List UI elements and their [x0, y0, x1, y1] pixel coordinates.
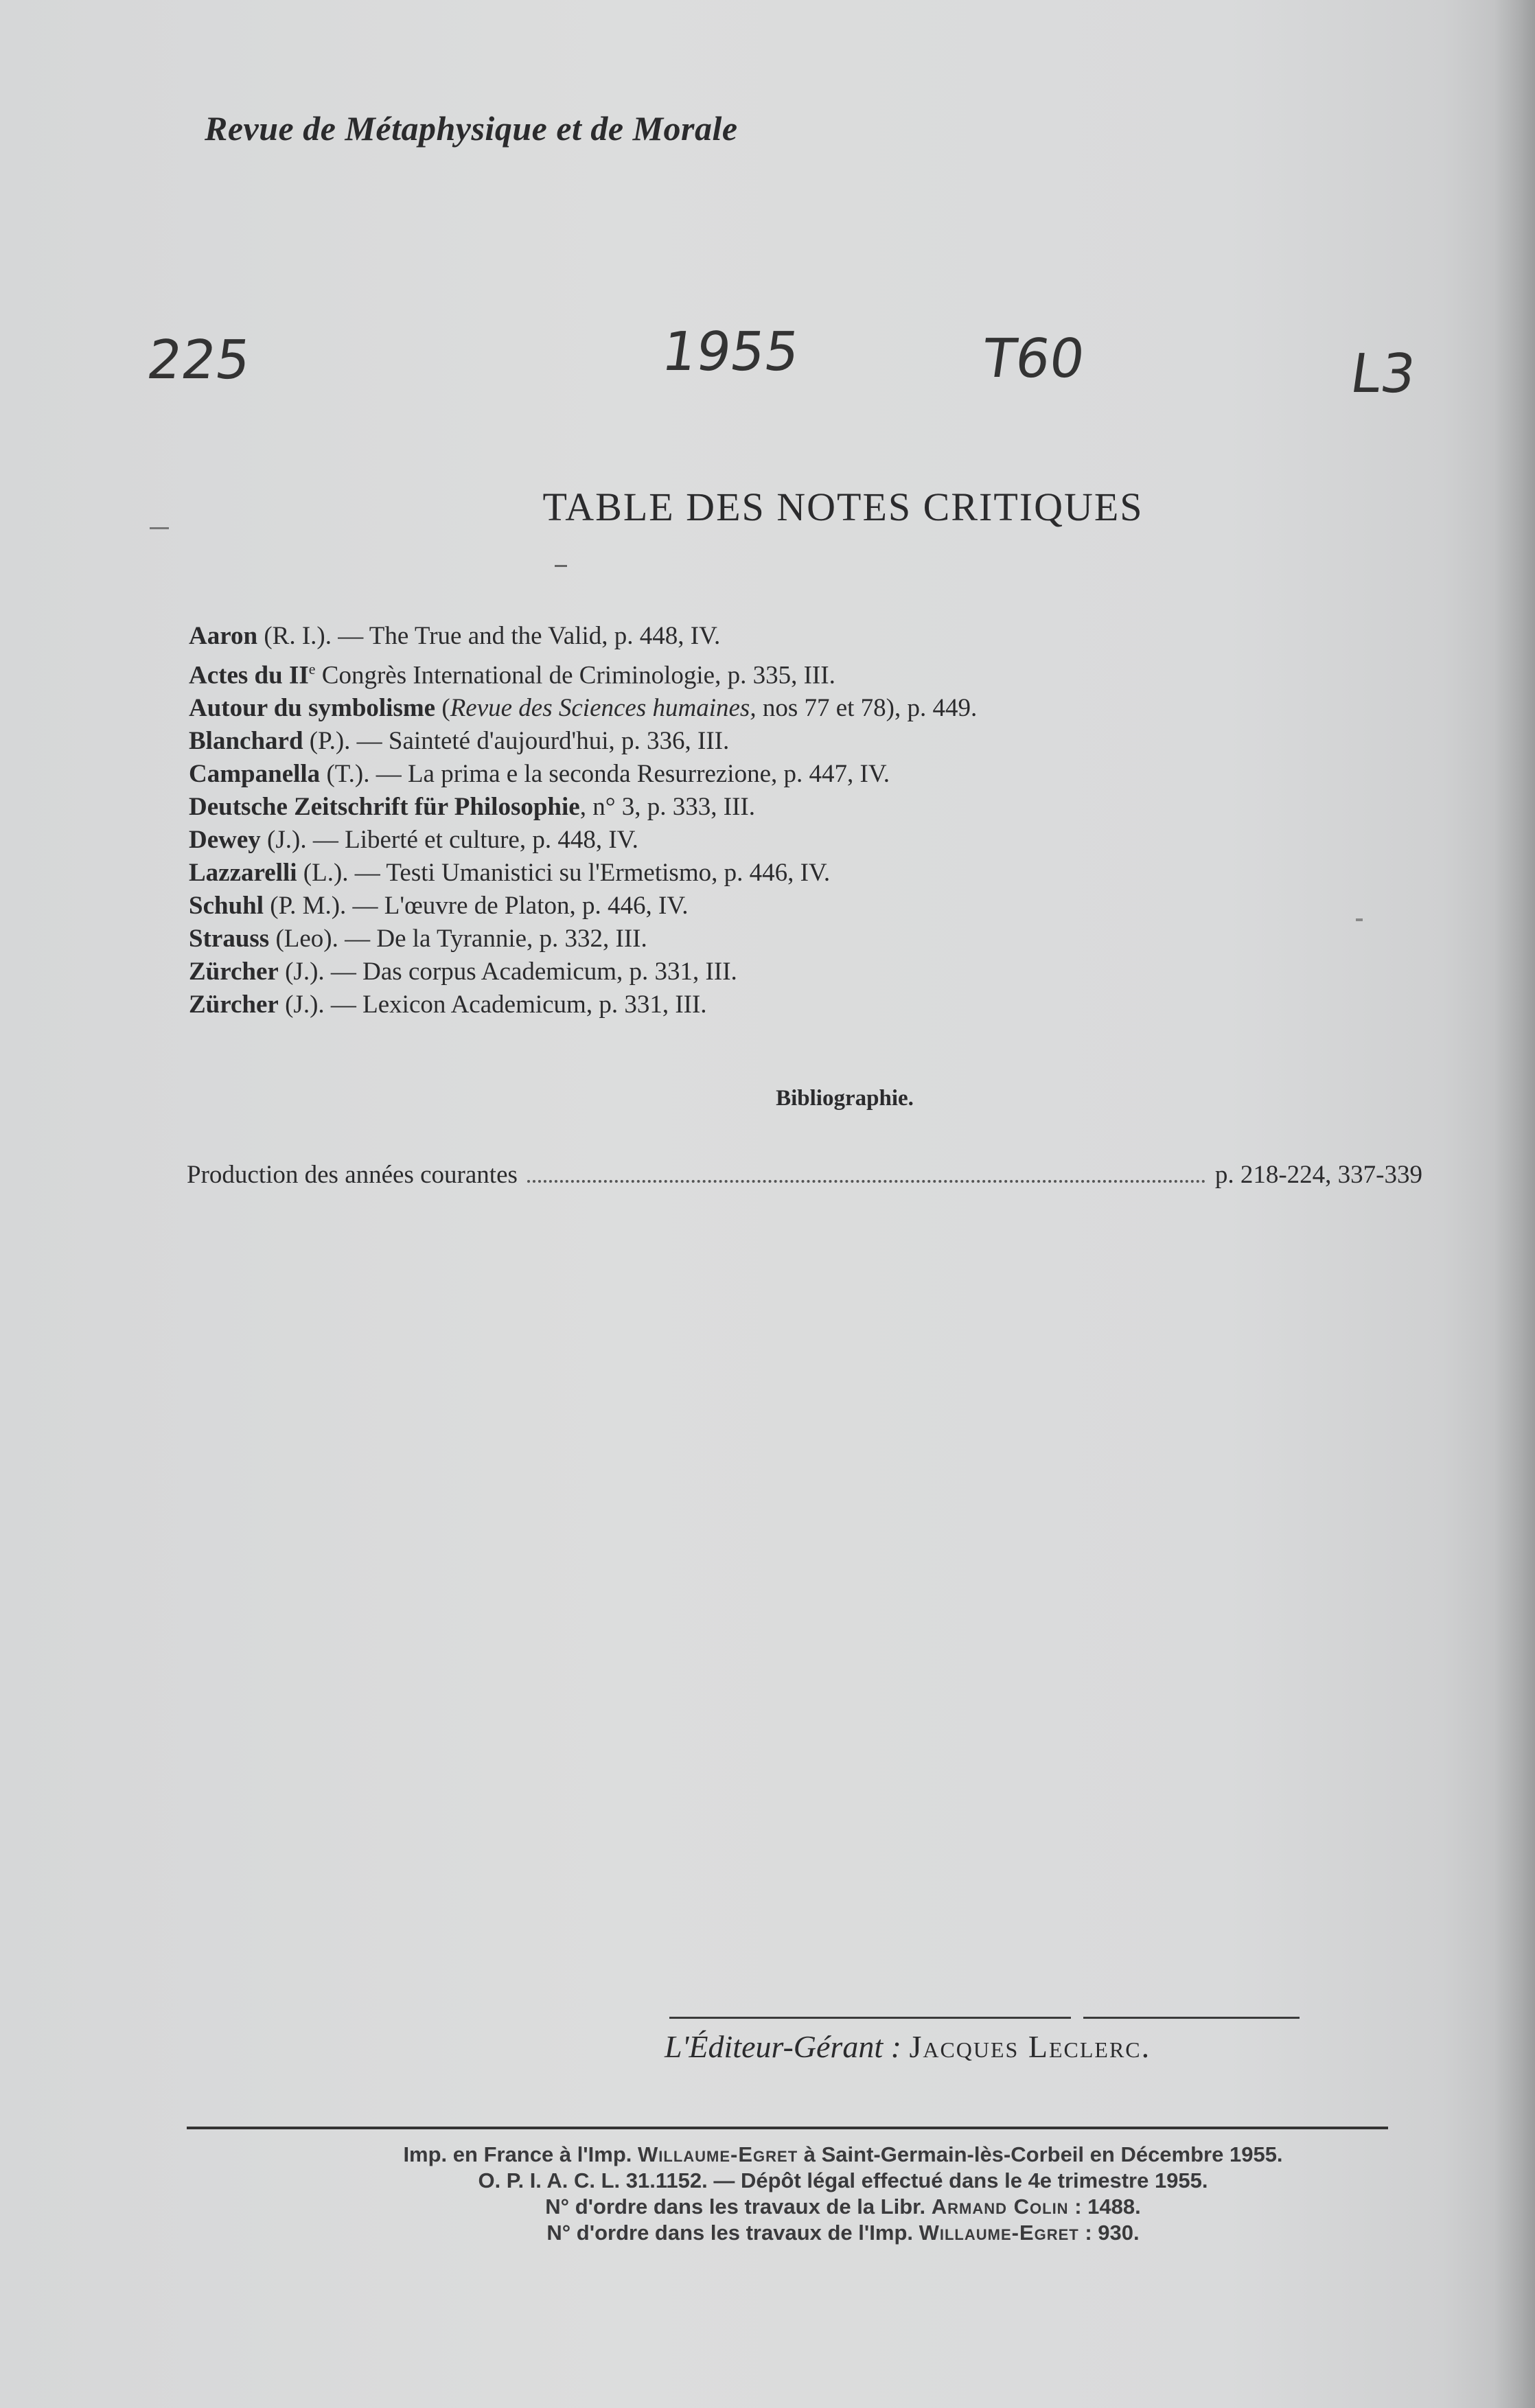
note-author: Actes du II	[189, 661, 309, 690]
note-text: . — Testi Umanistici su l'Ermetismo, p. 446, IV.	[342, 859, 831, 888]
handwritten-note-code: L3	[1346, 343, 1420, 405]
note-text: Congrès International de Criminologie, p. 335, III.	[315, 661, 835, 690]
note-initial: (R. I.)	[257, 622, 325, 650]
list-item	[189, 857, 1493, 890]
page-title: TABLE DES NOTES CRITIQUES	[542, 485, 1144, 529]
note-text-end: nos 77 et 78), p. 449.	[756, 694, 978, 723]
editor-signature	[665, 2028, 1151, 2065]
imprint-text: Imp. en France à l'Imp.	[403, 2142, 638, 2166]
note-text: . — Das corpus Academicum, p. 331, III.	[318, 958, 737, 986]
notes-list	[189, 620, 1493, 1021]
imprint-text: : 1488.	[1068, 2195, 1141, 2219]
imprint-text: N° d'ordre dans les travaux de l'Imp.	[546, 2221, 919, 2245]
note-text: . — L'œuvre de Platon, p. 446, IV.	[340, 892, 689, 921]
note-author: Zürcher	[189, 991, 279, 1019]
note-text: . — The True and the Valid, p. 448, IV.	[325, 622, 721, 650]
note-initial: (J.)	[260, 826, 301, 855]
handwritten-note-volume: T60	[978, 328, 1089, 390]
note-initial: (J.)	[278, 958, 319, 986]
note-author: Deutsche Zeitschrift für Philosophie	[189, 793, 580, 822]
imprint-line	[151, 2220, 1535, 2246]
note-initial: (L.)	[297, 859, 343, 888]
imprint-text: à Saint-Germain-lès-Corbeil en Décembre 1955.	[798, 2142, 1283, 2166]
handwritten-note-number: 225	[143, 329, 255, 391]
note-text: . — Sainteté d'aujourd'hui, p. 336, III.	[344, 727, 730, 756]
list-item	[189, 988, 1493, 1021]
note-superscript: e	[308, 660, 316, 678]
note-text: . — La prima e la seconda Resurrezione, p. 447, IV.	[363, 760, 890, 789]
imprint-line	[151, 2194, 1535, 2220]
bibliography-pages: p. 218-224, 337-339	[1214, 1161, 1422, 1189]
imprint-text: O. P. I. A. C. L. 31.1152. — Dépôt légal effectué dans le 4e trimestre 1955.	[478, 2168, 1208, 2192]
note-initial: (P. M.)	[264, 892, 341, 921]
list-item	[189, 653, 1493, 692]
decorative-dash	[555, 565, 567, 567]
list-item	[189, 620, 1493, 653]
note-author: Lazzarelli	[189, 859, 297, 888]
list-item	[189, 692, 1493, 725]
note-text: . — Liberté et culture, p. 448, IV.	[300, 826, 638, 855]
handwritten-note-year: 1955	[658, 321, 803, 383]
list-item	[189, 956, 1493, 988]
note-author: Dewey	[189, 826, 261, 855]
imprint-printer: Willaume-Egret	[638, 2142, 798, 2166]
list-item	[189, 824, 1493, 857]
list-item	[189, 791, 1493, 824]
list-item	[189, 923, 1493, 956]
bibliography-heading: Bibliographie.	[776, 1086, 914, 1111]
imprint-line	[151, 2168, 1535, 2194]
note-author: Campanella	[189, 760, 321, 789]
imprint-text: : 930.	[1078, 2221, 1140, 2245]
note-initial: (T.)	[320, 760, 364, 789]
list-item	[189, 890, 1493, 923]
note-text: . — De la Tyrannie, p. 332, III.	[332, 925, 647, 953]
editor-name: Jacques Leclerc.	[909, 2029, 1151, 2064]
note-initial: (P.)	[303, 727, 345, 756]
bibliography-label: Production des années courantes	[187, 1161, 518, 1189]
list-item	[189, 758, 1493, 791]
imprint-printer: Willaume-Egret	[919, 2221, 1079, 2245]
journal-title: Revue de Métaphysique et de Morale	[205, 109, 738, 148]
imprint-publisher: Armand Colin	[931, 2195, 1069, 2219]
note-author: Zürcher	[189, 958, 279, 986]
note-journal: Revue des Sciences humaines,	[450, 694, 757, 723]
dot-leader	[527, 1161, 1205, 1183]
note-initial: (J.)	[278, 991, 319, 1019]
editor-role: L'Éditeur-Gérant :	[665, 2029, 901, 2064]
margin-mark	[1356, 918, 1363, 921]
imprint-text: N° d'ordre dans les travaux de la Libr.	[545, 2195, 932, 2219]
note-author: Strauss	[189, 925, 270, 953]
note-initial: (Leo)	[269, 925, 332, 953]
bibliography-entry	[187, 1159, 1422, 1192]
note-author: Blanchard	[189, 727, 303, 756]
signature-rule	[669, 2017, 1071, 2019]
note-author: Aaron	[189, 622, 258, 650]
imprint-block	[0, 2142, 1535, 2246]
signature-rule	[1083, 2017, 1300, 2019]
spine-shadow	[1494, 0, 1535, 2408]
note-author: Autour du symbolisme	[189, 694, 436, 723]
note-text: , n° 3, p. 333, III.	[579, 793, 755, 822]
note-text: . — Lexicon Academicum, p. 331, III.	[318, 991, 707, 1019]
divider	[187, 2127, 1388, 2129]
imprint-line	[151, 2142, 1535, 2168]
list-item	[189, 725, 1493, 758]
note-text: (	[435, 694, 450, 723]
note-author: Schuhl	[189, 892, 264, 921]
